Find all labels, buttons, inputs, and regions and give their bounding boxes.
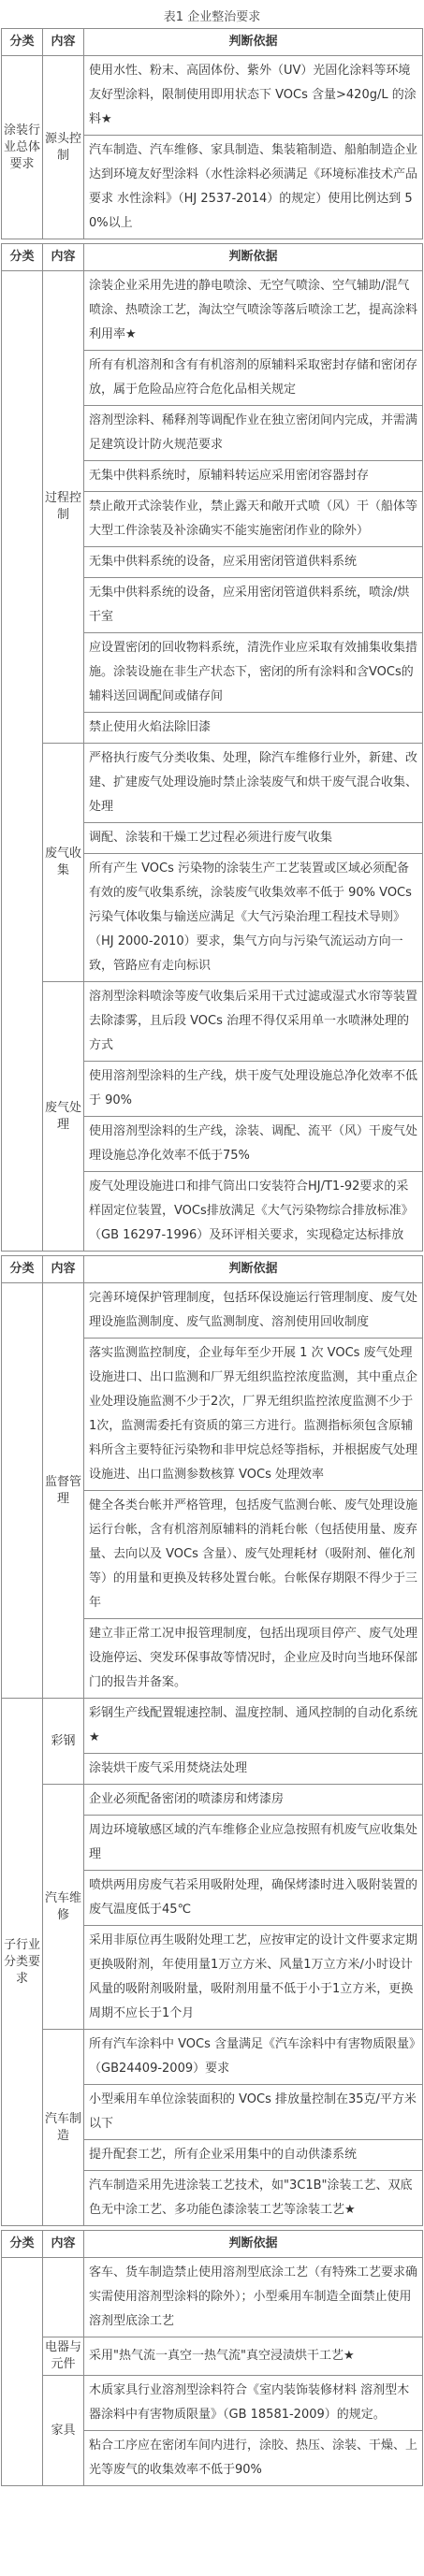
basis-cell: 小型乘用车单位涂装面积的 VOCs 排放量控制在35克/平方米以下 bbox=[84, 2085, 423, 2140]
content-cell: 彩钢 bbox=[43, 1699, 84, 1785]
header-basis: 判断依据 bbox=[84, 244, 423, 271]
header-content: 内容 bbox=[43, 2231, 84, 2258]
basis-cell: 粘合工序应在密闭车间内进行，涂胶、热压、涂装、干燥、上光等废气的收集效率不低于90% bbox=[84, 2431, 423, 2486]
category-cell: 涂装行业总体要求 bbox=[2, 56, 43, 239]
table-row bbox=[2, 271, 423, 351]
requirements-table bbox=[1, 28, 423, 2486]
basis-cell: 所有有机溶剂和含有有机溶剂的原辅料采取密封存储和密闭存放，属于危险品应符合危化品相关规定 bbox=[84, 351, 423, 406]
basis-cell: 使用溶剂型涂料的生产线，烘干废气处理设施总净化效率不低于 90% bbox=[84, 1062, 423, 1117]
basis-cell: 采用非原位再生吸附处理工艺，应按审定的设计文件要求定期更换吸附剂，年使用量1万立方米、风量1万立方米/小时设计风量的吸附剂吸附量，吸附剂用量不低于小于1立方米，更换周期不应长于1个月 bbox=[84, 1926, 423, 2030]
content-cell: 废气收集 bbox=[43, 744, 84, 982]
basis-cell: 涂装企业采用先进的静电喷涂、无空气喷涂、空气辅助/混气喷涂、热喷涂工艺，淘汰空气喷涂等落后喷涂工艺，提高涂料利用率★ bbox=[84, 271, 423, 351]
header-basis: 判断依据 bbox=[84, 29, 423, 56]
table-row bbox=[2, 2337, 423, 2376]
basis-cell: 使用水性、粉末、高固体份、紫外（UV）光固化涂料等环境友好型涂料，限制使用即用状态下 VOCs 含量>420g/L 的涂料★ bbox=[84, 56, 423, 136]
basis-cell: 提升配套工艺，所有企业采用集中的自动供漆系统 bbox=[84, 2140, 423, 2171]
basis-cell: 健全各类台帐并严格管理，包括废气监测台帐、废气处理设施运行台帐，含有机溶剂原辅料的消耗台帐（包括使用量、废弃量、去向以及 VOCs 含量）、废气处理耗材（吸附剂、催化剂等）的用量和更换及转移处置台帐。台帐保存期限不得少于三年 bbox=[84, 1491, 423, 1619]
header-content: 内容 bbox=[43, 29, 84, 56]
content-cell: 电器与元件 bbox=[43, 2337, 84, 2376]
table-row bbox=[2, 2376, 423, 2431]
basis-cell: 企业必须配备密闭的喷漆房和烤漆房 bbox=[84, 1785, 423, 1816]
content-cell: 废气处理 bbox=[43, 982, 84, 1252]
basis-cell: 涂装烘干废气采用焚烧法处理 bbox=[84, 1754, 423, 1785]
basis-cell: 汽车制造采用先进涂装工艺技术，如"3C1B"涂装工艺、双底色无中涂工艺、多功能色漆涂装工艺等涂装工艺★ bbox=[84, 2171, 423, 2226]
basis-cell: 彩钢生产线配置辊速控制、温度控制、通风控制的自动化系统★ bbox=[84, 1699, 423, 1754]
header-row bbox=[2, 29, 423, 56]
header-category: 分类 bbox=[2, 244, 43, 271]
header-category: 分类 bbox=[2, 1256, 43, 1283]
basis-cell: 无集中供料系统的设备，应采用密闭管道供料系统，喷涂/烘干室 bbox=[84, 578, 423, 633]
basis-cell: 溶剂型涂料喷涂等废气收集后采用干式过滤或湿式水帘等装置去除漆雾，且后段 VOCs 治理不得仅采用单一水喷淋处理的方式 bbox=[84, 982, 423, 1062]
basis-cell: 周边环境敏感区域的汽车维修企业应急按照有机废气应收集处理 bbox=[84, 1816, 423, 1871]
basis-cell: 无集中供料系统的设备，应采用密闭管道供料系统 bbox=[84, 547, 423, 578]
table-row bbox=[2, 1699, 423, 1754]
basis-cell: 客车、货车制造禁止使用溶剂型底涂工艺（有特殊工艺要求确实需使用溶剂型涂料的除外）；小型乘用车制造全面禁止使用溶剂型底涂工艺 bbox=[84, 2258, 423, 2337]
category-cell bbox=[2, 271, 43, 1252]
table-row bbox=[2, 1283, 423, 1339]
category-cell: 子行业分类要求 bbox=[2, 1699, 43, 2226]
header-row bbox=[2, 1256, 423, 1283]
header-row bbox=[2, 244, 423, 271]
header-category: 分类 bbox=[2, 29, 43, 56]
table-row bbox=[2, 56, 423, 136]
header-content: 内容 bbox=[43, 1256, 84, 1283]
header-row bbox=[2, 2231, 423, 2258]
table-row bbox=[2, 982, 423, 1062]
basis-cell: 禁止使用火焰法除旧漆 bbox=[84, 713, 423, 744]
content-cell: 过程控制 bbox=[43, 271, 84, 744]
content-cell: 家具 bbox=[43, 2376, 84, 2486]
header-category: 分类 bbox=[2, 2231, 43, 2258]
basis-cell: 喷烘两用房废气若采用吸附处理，确保烤漆时进入吸附装置的废气温度低于45℃ bbox=[84, 1871, 423, 1926]
basis-cell: 采用"热气流一真空一热气流"真空浸渍烘干工艺★ bbox=[84, 2337, 423, 2376]
basis-cell: 建立非正常工况申报管理制度，包括出现项目停产、废气处理设施停运、突发环保事故等情况时，企业应及时向当地环保部门的报告并备案。 bbox=[84, 1619, 423, 1699]
basis-cell: 调配、涂装和干燥工艺过程必须进行废气收集 bbox=[84, 823, 423, 854]
basis-cell: 汽车制造、汽车维修、家具制造、集装箱制造、船舶制造企业达到环境友好型涂料（水性涂料必须满足《环境标准技术产品要求 水性涂料》（HJ 2537-2014）的规定）使用比例达到 50%以上 bbox=[84, 136, 423, 239]
basis-cell: 完善环境保护管理制度，包括环保设施运行管理制度、废气处理设施监测制度、废气监测制度、溶剂使用回收制度 bbox=[84, 1283, 423, 1339]
basis-cell: 严格执行废气分类收集、处理，除汽车维修行业外，新建、改建、扩建废气处理设施时禁止涂装废气和烘干废气混合收集、处理 bbox=[84, 744, 423, 823]
header-basis: 判断依据 bbox=[84, 1256, 423, 1283]
basis-cell: 废气处理设施进口和排气筒出口安装符合HJ/T1-92要求的采样固定位装置，VOCs排放满足《大气污染物综合排放标准》（GB 16297-1996）及环评相关要求，实现稳定达标排放 bbox=[84, 1172, 423, 1252]
table-caption: 表1 企业整治要求 bbox=[163, 10, 261, 24]
header-content: 内容 bbox=[43, 244, 84, 271]
basis-cell: 所有汽车涂料中 VOCs 含量满足《汽车涂料中有害物质限量》（GB24409-2009）要求 bbox=[84, 2030, 423, 2085]
content-cell: 汽车维修 bbox=[43, 1785, 84, 2030]
basis-cell: 溶剂型涂料、稀释剂等调配作业在独立密闭间内完成，并需满足建筑设计防火规范要求 bbox=[84, 406, 423, 461]
category-cell bbox=[2, 2258, 43, 2486]
basis-cell: 应设置密闭的回收物料系统，清洗作业应采取有效捕集收集措施。涂装设施在非生产状态下，密闭的所有涂料和含VOCs的辅料送回调配间或储存间 bbox=[84, 633, 423, 713]
basis-cell: 落实监测监控制度，企业每年至少开展 1 次 VOCs 废气处理设施进口、出口监测和厂界无组织监控浓度监测，其中重点企业处理设施监测不少于2次，厂界无组织监控浓度监测不少于1次，监测需委托有资质的第三方进行。监测指标须包含原辅料所含主要特征污染物和非甲烷总烃等指标，并根据废气处理设施进、出口监测参数核算 VOCs 处理效率 bbox=[84, 1339, 423, 1491]
content-cell: 监督管理 bbox=[43, 1283, 84, 1699]
table-row bbox=[2, 2030, 423, 2085]
header-basis: 判断依据 bbox=[84, 2231, 423, 2258]
basis-cell: 无集中供料系统时，原辅料转运应采用密闭容器封存 bbox=[84, 461, 423, 492]
basis-cell: 禁止敞开式涂装作业，禁止露天和敞开式喷（风）干（船体等大型工件涂装及补涂确实不能实施密闭作业的除外） bbox=[84, 492, 423, 547]
basis-cell: 所有产生 VOCs 污染物的涂装生产工艺装置或区域必须配备有效的废气收集系统，涂装废气收集效率不低于 90% VOCs 污染气体收集与输送应满足《大气污染治理工程技术导则》（HJ 2000-2010）要求，集气方向与污染气流运动方向一致，管路应有走向标识 bbox=[84, 854, 423, 982]
basis-cell: 木质家具行业溶剂型涂料符合《室内装饰装修材料 溶剂型木器涂料中有害物质限量》（GB 18581-2009）的规定。 bbox=[84, 2376, 423, 2431]
table-row bbox=[2, 744, 423, 823]
table-row bbox=[2, 1785, 423, 1816]
content-cell: 汽车制造 bbox=[43, 2030, 84, 2226]
basis-cell: 使用溶剂型涂料的生产线，涂装、调配、流平（风）干废气处理设施总净化效率不低于75% bbox=[84, 1117, 423, 1172]
table-row bbox=[2, 2258, 423, 2337]
content-cell bbox=[43, 2258, 84, 2337]
category-cell bbox=[2, 1283, 43, 1699]
content-cell: 源头控制 bbox=[43, 56, 84, 239]
